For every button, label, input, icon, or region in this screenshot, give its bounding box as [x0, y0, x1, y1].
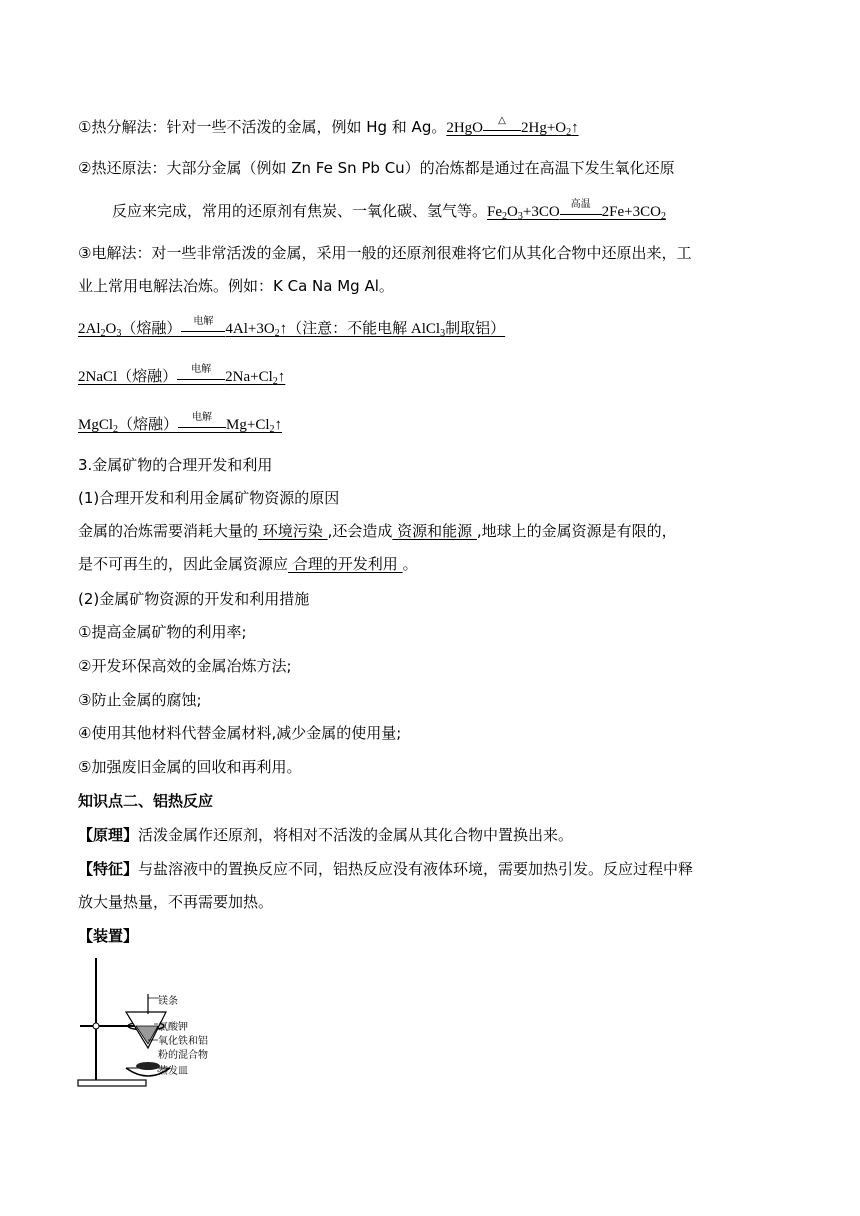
section-heading-knowledge-2: 知识点二、铝热反应	[78, 792, 214, 810]
subheading-1: (1)合理开发和利用金属矿物资源的原因	[78, 489, 340, 507]
list-item: ②开发环保高效的金属冶炼方法;	[78, 657, 292, 675]
label-mixture-line1: 氧化铁和铝	[158, 1036, 208, 1047]
line-electrolysis-examples: 业上常用电解法冶炼。例如：K Ca Na Mg Al。	[78, 277, 394, 295]
label-mixture-line2: 粉的混合物	[158, 1050, 208, 1061]
line-reducing-agents: 反应来完成，常用的还原剂有焦炭、一氧化碳、氢气等。$Fe_2O_3+3CO$ 高温 $2Fe+3CO_2$	[112, 198, 666, 222]
line-electrolysis: ③电解法：对一些非常活泼的金属，采用一般的还原剂很难将它们从其化合物中还原出来，工	[78, 244, 692, 262]
equation-hgo: 2HgO △ $2Hg+O_2↑$	[446, 114, 579, 138]
section-heading-3: 3.金属矿物的合理开发和利用	[78, 456, 273, 474]
paragraph-principle: 【原理】活泼金属作还原剂，将相对不活泼的金属从其化合物中置换出来。	[78, 826, 574, 844]
label-magnesium-strip: 镁条	[158, 996, 178, 1007]
subheading-2: (2)金属矿物资源的开发和利用措施	[78, 590, 310, 608]
label-evaporating-dish: 蒸发皿	[158, 1066, 188, 1077]
list-item: ⑤加强废旧金属的回收和再利用。	[78, 758, 302, 776]
equation-mgcl2: MgCl$_2$（熔融） 电解 $Mg+Cl_2↑$	[78, 411, 283, 435]
apparatus-drawing	[74, 956, 224, 1090]
list-item: ①提高金属矿物的利用率;	[78, 623, 247, 641]
paragraph-reasons: 金属的冶炼需要消耗大量的 环境污染 ,还会造成 资源和能源 ,地球上的金属资源是有限的，	[78, 522, 677, 540]
list-item: ④使用其他材料代替金属材料,减少金属的使用量;	[78, 724, 402, 742]
paragraph-reasons-cont: 是不可再生的，因此金属资源应 合理的开发利用 。	[78, 555, 418, 573]
equation-fe2o3: $Fe_2O_3+3CO$ 高温 $2Fe+3CO_2$	[487, 198, 666, 222]
paragraph-feature-cont: 放大量热量，不再需要加热。	[78, 893, 274, 911]
list-item: ③防止金属的腐蚀;	[78, 691, 202, 709]
equation-nacl: 2NaCl（熔融） 电解 $2Na+Cl_2↑$	[78, 363, 286, 387]
paragraph-feature: 【特征】与盐溶液中的置换反应不同，铝热反应没有液体环境，需要加热引发。反应过程中释	[78, 860, 694, 878]
equation-al2o3: $2Al_2O_3$（熔融） 电解 $4Al+3O_2↑$（注意：不能电解 AlCl$_3$制取铝）	[78, 315, 506, 339]
device-heading: 【装置】	[78, 927, 139, 945]
thermite-apparatus-figure	[74, 956, 224, 1090]
label-potassium-chlorate: 氯酸钾	[158, 1022, 188, 1033]
line-thermal-reduction: ②热还原法：大部分金属（例如 Zn Fe Sn Pb Cu）的冶炼都是通过在高温下发生氧化还原	[78, 159, 675, 177]
line-thermal-decomposition: ①热分解法：针对一些不活泼的金属，例如 Hg 和 Ag。2HgO △ $2Hg+O_2↑$	[78, 114, 579, 138]
